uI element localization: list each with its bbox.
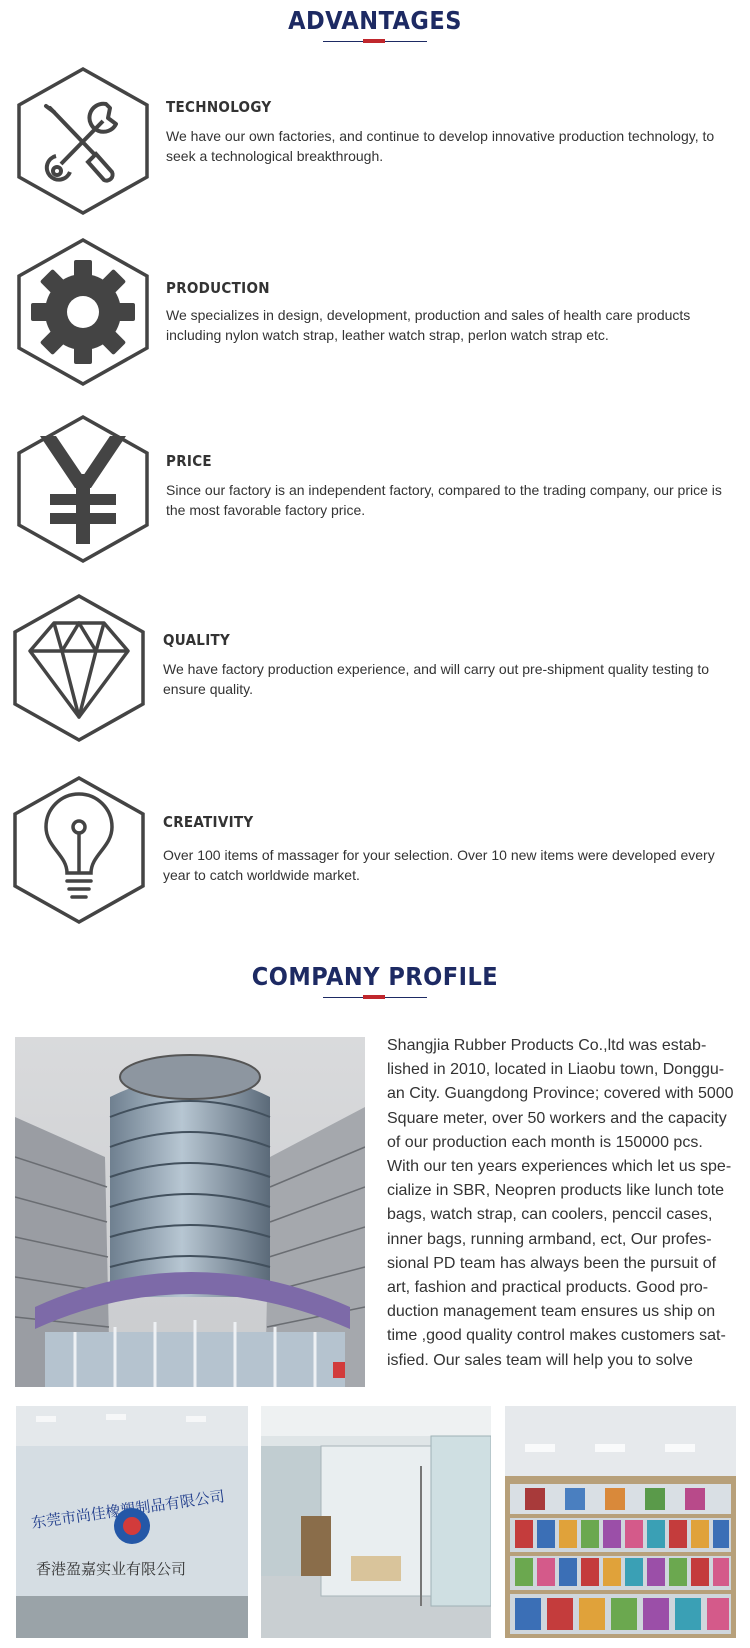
company-office-photo <box>261 1406 491 1638</box>
yen-icon <box>16 414 150 564</box>
advantage-description: We specializes in design, development, production and sales of health care products including nylon watch strap, leather watch strap, perlon watch strap etc. <box>166 307 691 343</box>
advantage-heading: QUALITY <box>163 631 231 649</box>
diamond-icon <box>12 593 146 743</box>
advantage-item-creativity <box>0 775 750 935</box>
gear-icon <box>16 237 150 387</box>
company-building-photo <box>15 1037 365 1387</box>
company-profile-title: COMPANY PROFILE <box>251 962 499 991</box>
advantage-description: We have our own factories, and continue to develop innovative production technology, to seek a technological breakthrough. <box>166 128 715 164</box>
advantage-item-technology <box>0 66 750 226</box>
advantage-description: We have factory production experience, and will carry out pre-shipment quality testing to ensure quality. <box>163 661 710 697</box>
sign-text-line2: 香港盈嘉实业有限公司 <box>36 1560 187 1578</box>
advantage-heading: PRODUCTION <box>166 279 270 297</box>
title-accent-bar <box>363 995 385 999</box>
advantage-heading: CREATIVITY <box>163 813 254 831</box>
advantage-description: Since our factory is an independent factory, compared to the trading company, our price is the most favorable factory price. <box>166 482 722 518</box>
advantages-title: ADVANTAGES <box>288 6 462 35</box>
lightbulb-icon <box>12 775 146 925</box>
advantage-item-quality <box>0 593 750 753</box>
company-profile-description: Shangjia Rubber Products Co.,ltd was estab-lished in 2010, located in Liaobu town, Donggu-an City. Guangdong Province; covered with 5000 Square meter, over 50 workers and the capacity of our production each month is 150000 pcs. With our ten years experiences which let us spe-cialize in SBR, Neopren products like lunch tote bags, watch strap, can coolers, penccil cases, inner bags, running armband, ect, Our profes-sional PD team has always been the pursuit of art, fashion and practical products. Good pro-duction management team ensures us ship on time ,good quality control makes customers sat-isfied. Our sales team will help you to solve <box>387 1037 734 1369</box>
advantage-heading: PRICE <box>166 452 212 470</box>
company-reception-sign-photo <box>16 1406 248 1638</box>
company-showroom-photo <box>505 1406 736 1638</box>
advantage-heading: TECHNOLOGY <box>166 98 272 116</box>
title-accent-bar <box>363 39 385 43</box>
advantage-item-production <box>0 237 750 397</box>
wrench-screwdriver-icon <box>16 66 150 216</box>
advantage-item-price <box>0 414 750 574</box>
advantage-description: Over 100 items of massager for your selection. Over 10 new items were developed every year to catch worldwide market. <box>163 847 715 883</box>
